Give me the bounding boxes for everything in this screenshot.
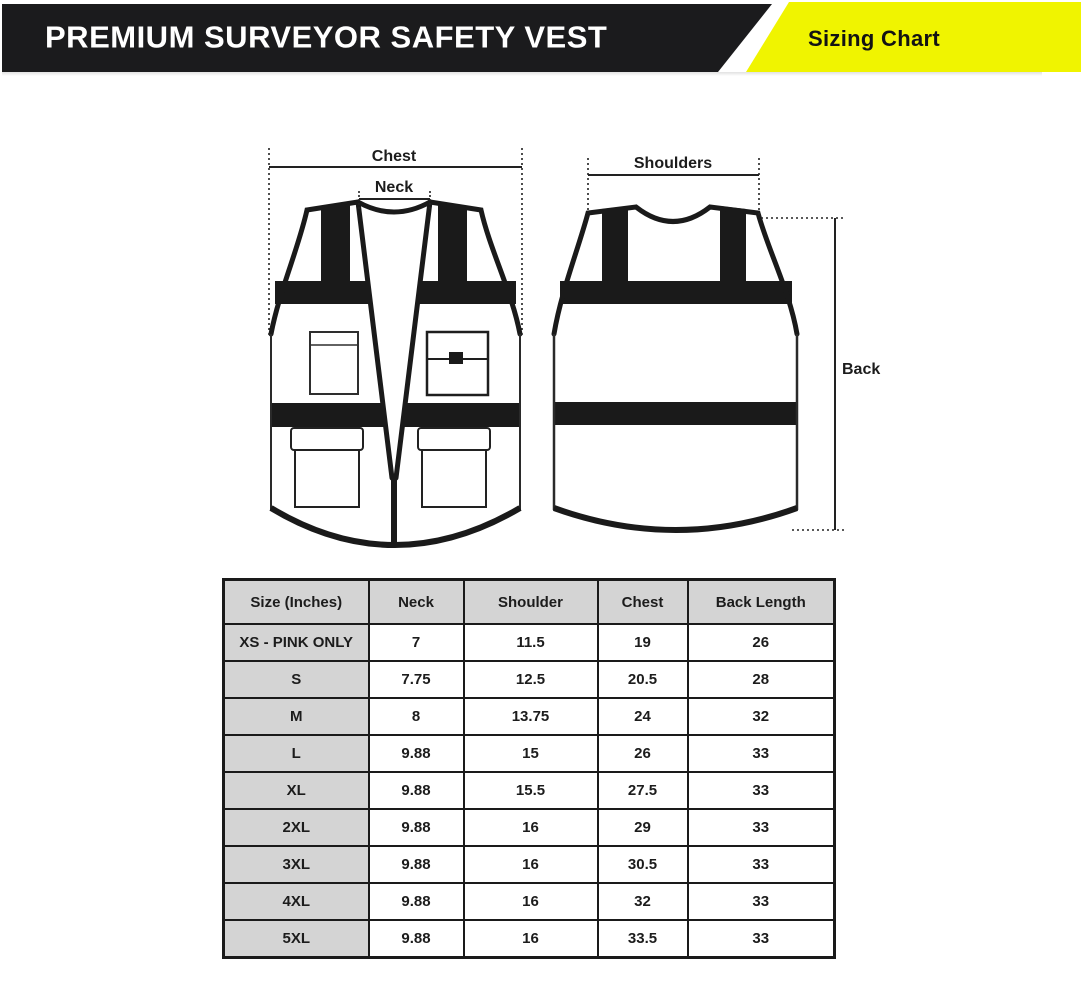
size-table-row bbox=[224, 920, 835, 958]
size-table-row bbox=[224, 698, 835, 735]
back-length-cell: 33 bbox=[688, 735, 835, 772]
vest-front-diagram bbox=[271, 202, 520, 546]
header-shadow bbox=[2, 72, 1042, 76]
sizing-chart-badge-label: Sizing Chart bbox=[808, 26, 940, 51]
size-table bbox=[222, 578, 836, 959]
size-table-row bbox=[224, 883, 835, 920]
front-left-shoulder-stripe bbox=[321, 203, 350, 286]
col-header-chest: Chest bbox=[598, 580, 688, 625]
shoulders-label: Shoulders bbox=[633, 155, 713, 172]
back-length-cell: 33 bbox=[688, 920, 835, 958]
front-right-lower-pocket bbox=[418, 428, 490, 507]
front-left-lower-pocket bbox=[291, 428, 363, 507]
size-table-row bbox=[224, 661, 835, 698]
page-title: PREMIUM SURVEYOR SAFETY VEST bbox=[45, 19, 608, 55]
vest-measurement-diagram bbox=[0, 78, 1081, 578]
neck-cell: 8 bbox=[369, 698, 464, 735]
neck-label: Neck bbox=[374, 179, 414, 196]
neck-cell: 9.88 bbox=[369, 920, 464, 958]
shoulder-cell: 15.5 bbox=[464, 772, 598, 809]
size-cell: 5XL bbox=[224, 920, 369, 958]
neck-cell: 9.88 bbox=[369, 883, 464, 920]
chest-cell: 30.5 bbox=[598, 846, 688, 883]
table-header-row bbox=[224, 580, 835, 625]
back-length-cell: 33 bbox=[688, 809, 835, 846]
chest-cell: 19 bbox=[598, 624, 688, 661]
col-header-shoulder: Shoulder bbox=[464, 580, 598, 625]
size-cell: XL bbox=[224, 772, 369, 809]
back-right-shoulder-stripe bbox=[720, 206, 746, 286]
shoulder-cell: 11.5 bbox=[464, 624, 598, 661]
neck-cell: 9.88 bbox=[369, 735, 464, 772]
back-length-cell: 33 bbox=[688, 883, 835, 920]
size-table-row bbox=[224, 735, 835, 772]
chest-cell: 33.5 bbox=[598, 920, 688, 958]
chest-cell: 24 bbox=[598, 698, 688, 735]
header bbox=[0, 0, 1081, 78]
shoulder-cell: 16 bbox=[464, 809, 598, 846]
size-table-row bbox=[224, 772, 835, 809]
pocket-buckle bbox=[449, 352, 463, 364]
size-table-row bbox=[224, 809, 835, 846]
size-table-row bbox=[224, 624, 835, 661]
back-length-cell: 28 bbox=[688, 661, 835, 698]
back-left-shoulder-stripe bbox=[602, 206, 628, 286]
shoulder-cell: 12.5 bbox=[464, 661, 598, 698]
back-waist-band bbox=[555, 402, 798, 425]
size-cell: 4XL bbox=[224, 883, 369, 920]
shoulder-cell: 13.75 bbox=[464, 698, 598, 735]
chest-cell: 20.5 bbox=[598, 661, 688, 698]
back-length-cell: 26 bbox=[688, 624, 835, 661]
back-length-cell: 33 bbox=[688, 772, 835, 809]
size-cell: L bbox=[224, 735, 369, 772]
neck-cell: 9.88 bbox=[369, 809, 464, 846]
back-label: Back bbox=[842, 361, 881, 378]
size-cell: 3XL bbox=[224, 846, 369, 883]
chest-label: Chest bbox=[371, 148, 417, 165]
col-header-size: Size (Inches) bbox=[224, 580, 369, 625]
vest-back-diagram bbox=[554, 206, 798, 530]
col-header-back-length: Back Length bbox=[688, 580, 835, 625]
size-cell: 2XL bbox=[224, 809, 369, 846]
shoulder-cell: 15 bbox=[464, 735, 598, 772]
size-cell: XS - PINK ONLY bbox=[224, 624, 369, 661]
shoulder-cell: 16 bbox=[464, 883, 598, 920]
shoulder-cell: 16 bbox=[464, 920, 598, 958]
chest-cell: 26 bbox=[598, 735, 688, 772]
back-chest-band bbox=[560, 281, 792, 304]
neck-cell: 7.75 bbox=[369, 661, 464, 698]
shoulder-cell: 16 bbox=[464, 846, 598, 883]
back-length-cell: 33 bbox=[688, 846, 835, 883]
size-table-row bbox=[224, 846, 835, 883]
neck-cell: 7 bbox=[369, 624, 464, 661]
size-cell: M bbox=[224, 698, 369, 735]
vest-back-silhouette bbox=[554, 207, 797, 530]
chest-cell: 27.5 bbox=[598, 772, 688, 809]
col-header-neck: Neck bbox=[369, 580, 464, 625]
back-length-cell: 32 bbox=[688, 698, 835, 735]
neck-cell: 9.88 bbox=[369, 846, 464, 883]
chest-cell: 29 bbox=[598, 809, 688, 846]
neck-cell: 9.88 bbox=[369, 772, 464, 809]
front-right-shoulder-stripe bbox=[438, 203, 467, 286]
chest-cell: 32 bbox=[598, 883, 688, 920]
size-cell: S bbox=[224, 661, 369, 698]
